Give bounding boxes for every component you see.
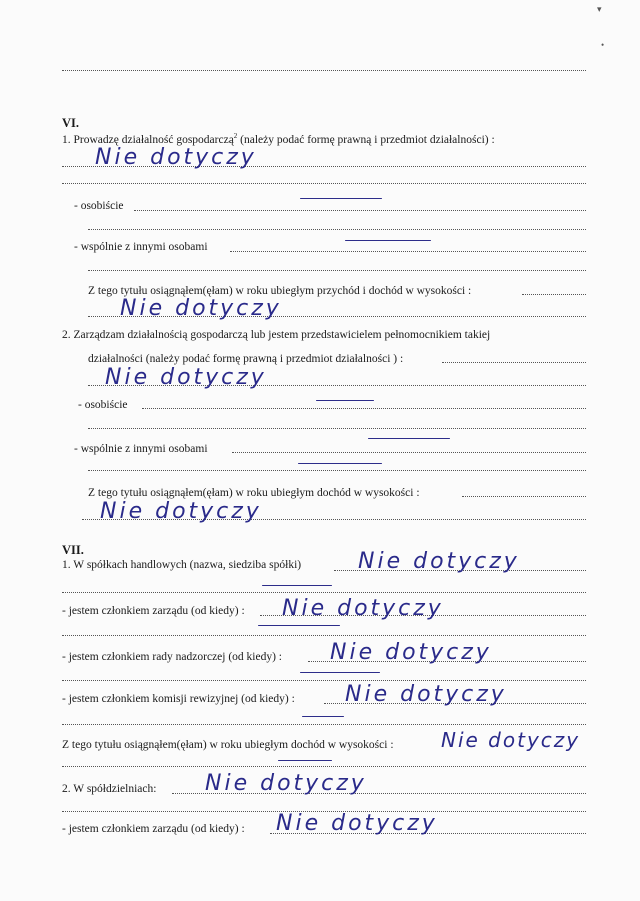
question-label: działalności (należy podać formę prawną i przedmiot działalności ) : xyxy=(88,353,404,365)
answer-line xyxy=(230,251,586,252)
answer-line xyxy=(142,408,586,409)
handwritten-answer: Nie dotyczy xyxy=(105,365,267,390)
dotted-line xyxy=(62,635,586,636)
handwritten-answer: Nie dotyczy xyxy=(441,728,581,752)
dotted-line xyxy=(62,724,586,725)
field-label: - wspólnie z innymi osobami xyxy=(74,241,208,253)
handwritten-dash xyxy=(316,400,374,401)
handwritten-answer: Nie dotyczy xyxy=(345,682,507,707)
handwritten-answer: Nie dotyczy xyxy=(282,596,444,621)
field-label: - jestem członkiem zarządu (od kiedy) : xyxy=(62,823,245,835)
handwritten-dash xyxy=(298,463,382,464)
answer-line xyxy=(442,362,586,363)
handwritten-answer: Nie dotyczy xyxy=(205,771,367,796)
answer-line xyxy=(232,452,586,453)
handwritten-answer: Nie dotyczy xyxy=(120,296,282,321)
field-label: - jestem członkiem komisji rewizyjnej (od kiedy) : xyxy=(62,693,295,705)
answer-line xyxy=(134,210,586,211)
dotted-line xyxy=(88,428,586,429)
handwritten-dash xyxy=(368,438,450,439)
handwritten-dash xyxy=(258,625,340,626)
income-label: Z tego tytułu osiągnąłem(ęłam) w roku ubiegłym dochód w wysokości : xyxy=(62,739,394,751)
question-label: 1. W spółkach handlowych (nazwa, siedziba spółki) xyxy=(62,559,302,571)
income-label: Z tego tytułu osiągnąłem(ęłam) w roku ubiegłym przychód i dochód w wysokości : xyxy=(88,285,472,297)
field-label: - osobiście xyxy=(78,399,128,411)
handwritten-answer: Nie dotyczy xyxy=(95,145,257,170)
field-label: - wspólnie z innymi osobami xyxy=(74,443,208,455)
question-label: 2. W spółdzielniach: xyxy=(62,783,157,795)
answer-line xyxy=(522,294,586,295)
scan-mark: ▾ xyxy=(597,4,602,14)
dotted-line xyxy=(62,70,586,71)
dotted-line xyxy=(62,592,586,593)
handwritten-dash xyxy=(302,716,344,717)
dotted-line xyxy=(88,229,586,230)
handwritten-answer: Nie dotyczy xyxy=(330,640,492,665)
question-label: 1. Prowadzę działalność gospodarczą$^2$ (należy podać formę prawną i przedmiot działalności) : xyxy=(62,132,495,146)
handwritten-dash xyxy=(300,672,380,673)
dotted-line xyxy=(62,680,586,681)
handwritten-answer: Nie dotyczy xyxy=(100,499,262,524)
handwritten-answer: Nie dotyczy xyxy=(358,549,520,574)
field-label: - jestem członkiem rady nadzorczej (od kiedy) : xyxy=(62,651,283,663)
handwritten-dash xyxy=(345,240,431,241)
scan-mark: • xyxy=(601,40,605,50)
dotted-line xyxy=(88,470,586,471)
income-label: Z tego tytułu osiągnąłem(ęłam) w roku ubiegłym dochód w wysokości : xyxy=(88,487,420,499)
question-label: 2. Zarządzam działalnością gospodarczą lub jestem przedstawicielem pełnomocnikiem takiej xyxy=(62,329,491,341)
handwritten-dash xyxy=(300,198,382,199)
section-heading: VI. xyxy=(62,116,80,130)
dotted-line xyxy=(62,766,586,767)
handwritten-dash xyxy=(278,760,332,761)
field-label: - osobiście xyxy=(74,200,124,212)
section-heading: VII. xyxy=(62,543,84,557)
handwritten-dash xyxy=(262,585,332,586)
dotted-line xyxy=(62,183,586,184)
dotted-line xyxy=(88,270,586,271)
handwritten-answer: Nie dotyczy xyxy=(276,811,438,836)
field-label: - jestem członkiem zarządu (od kiedy) : xyxy=(62,605,245,617)
answer-line xyxy=(462,496,586,497)
